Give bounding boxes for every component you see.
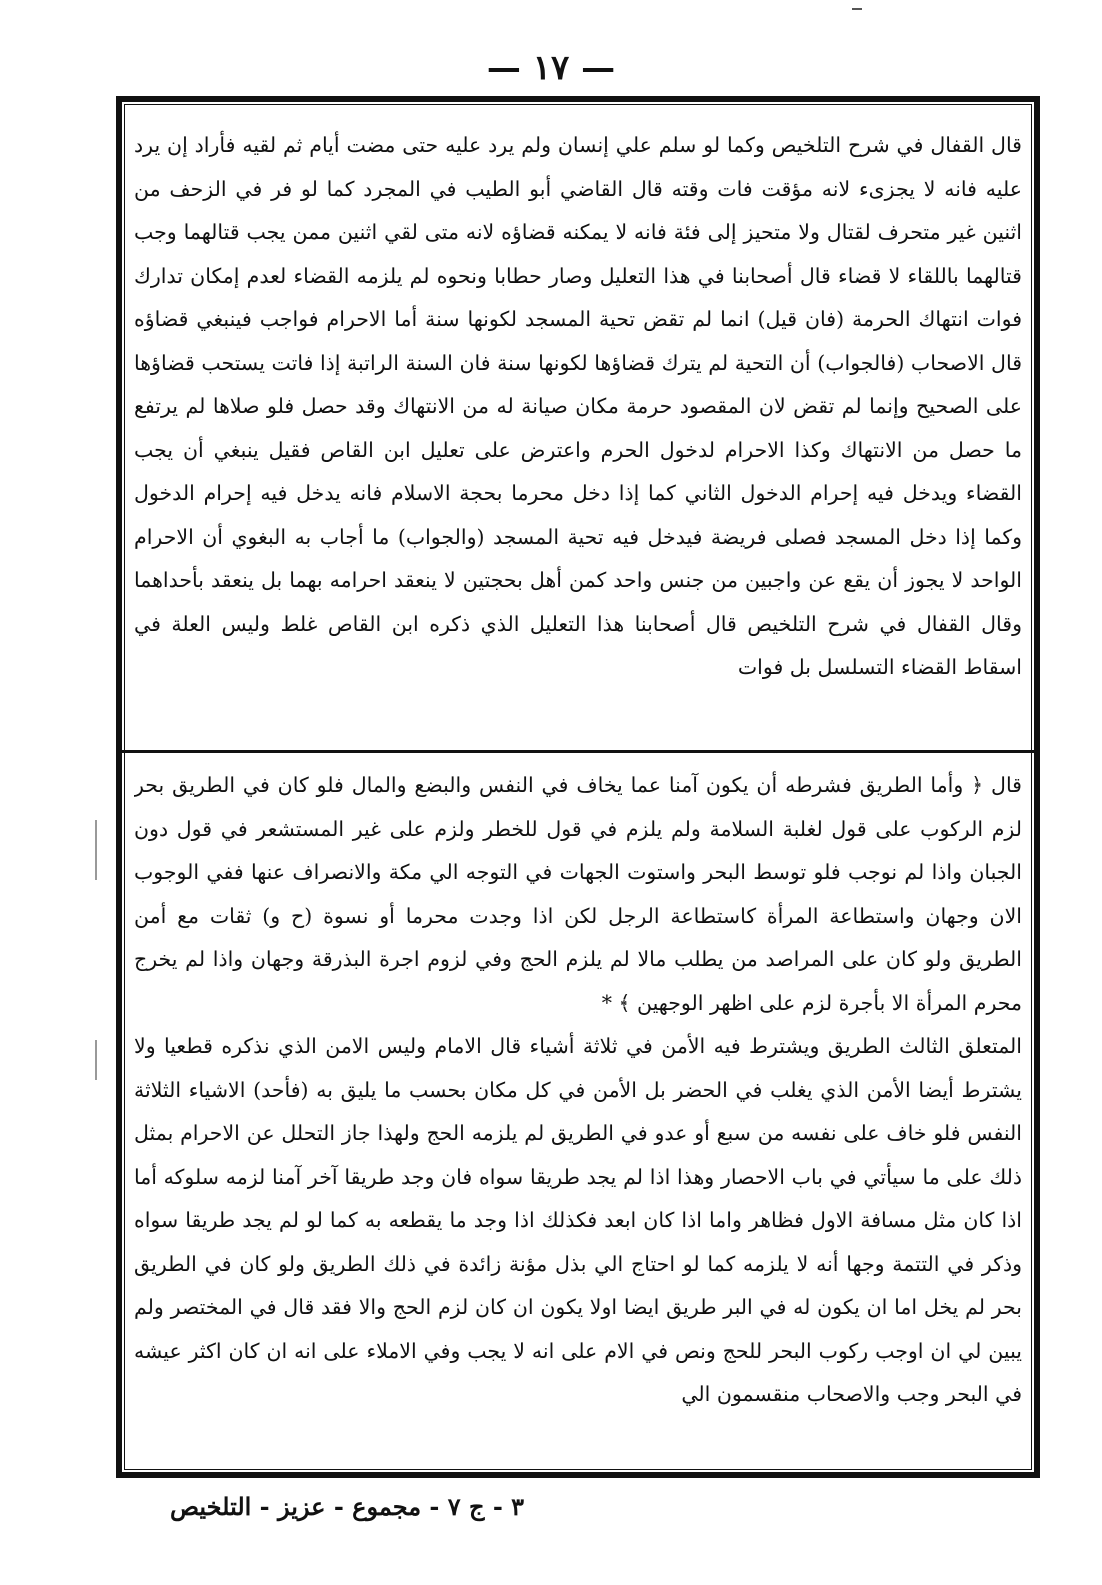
page-footer: ٣ - ج ٧ - مجموع - عزيز - التلخيص bbox=[170, 1492, 525, 1521]
main-text-block bbox=[134, 764, 1022, 1458]
margin-mark bbox=[95, 1040, 97, 1080]
commentary-block bbox=[134, 124, 1022, 736]
page-number: — ١٧ — bbox=[486, 48, 616, 88]
margin-mark bbox=[95, 820, 97, 880]
main-paragraph: قال ﴿ وأما الطريق فشرطه أن يكون آمنا عما يخاف في النفس والبضع والمال فلو كان في الطريق بحر لزم الركوب على قول لغلبة السلامة ولم يلزم في قول للخطر ولزم على غير المستشعر في قول دون الجبان واذا لم نوجب فلو توسط البحر واستوت الجهات في التوجه الي مكة والانصراف عنها ففي الوجوب الان وجهان واستطاعة المرأة كاستطاعة الرجل لكن اذا وجدت محرما أو نسوة (ح و) ثقات مع أمن الطريق ولو كان على المراصد من يطلب مالا لم يلزم الحج وفي لزوم اجرة البذرقة وجهان واذا لم يخرج محرم المرأة الا بأجرة لزم على اظهر الوجهين ﴾ * bbox=[134, 773, 1022, 1015]
page-frame bbox=[116, 96, 1040, 1478]
main-paragraph: المتعلق الثالث الطريق ويشترط فيه الأمن في ثلاثة أشياء قال الامام وليس الامن الذي نذكره قطعيا ولا يشترط أيضا الأمن الذي يغلب في الحضر بل الأمن في كل مكان بحسب ما يليق به (فأحد) الاشياء الثلاثة النفس فلو خاف على نفسه من سبع أو عدو في الطريق لم يلزمه الحج ولهذا جاز التحلل عن الاحرام بمثل ذلك على ما سيأتي في باب الاحصار وهذا اذا لم يجد طريقا سواه فان وجد طريقا آخر آمنا لزمه سلوكه أما اذا كان مثل مسافة الاول فظاهر واما اذا كان ابعد فكذلك اذا وجد ما يقطعه به كما لو لم يجد طريقا سواه وذكر في التتمة وجها أنه لا يلزمه كما لو احتاج الي بذل مؤنة زائدة في ذلك الطريق ولو كان في الطريق بحر لم يخل اما ان يكون له في البر طريق ايضا اولا يكون ان كان لزم الحج والا فقد قال في المختصر ولم يبين لي ان اوجب ركوب البحر للحج ونص في الام على انه لا يجب وفي الاملاء على انه ان كان اكثر عيشه في البحر وجب والاصحاب منقسمون الي bbox=[134, 1034, 1022, 1406]
section-divider bbox=[122, 750, 1034, 753]
commentary-text: قال القفال في شرح التلخيص وكما لو سلم علي إنسان ولم يرد عليه حتى مضت أيام ثم لقيه فأراد إن يرد عليه فانه لا يجزىء لانه مؤقت فات وقته قال القاضي أبو الطيب في المجرد كما لو فر في الزحف من اثنين غير متحرف لقتال ولا متحيز إلى فئة فانه لا يمكنه قضاؤه لانه متى لقي اثنين ممن يجب قتالهما وجب قتالهما باللقاء لا قضاء قال أصحابنا في هذا التعليل وصار حطابا ونحوه لم يلزمه القضاء لعدم إمكان تدارك فوات انتهاك الحرمة (فان قيل) انما لم تقض تحية المسجد لكونها سنة أما الاحرام فواجب فينبغي قضاؤه قال الاصحاب (فالجواب) أن التحية لم يترك قضاؤها لكونها سنة فان السنة الراتبة إذا فاتت يستحب قضاؤها على الصحيح وإنما لم تقض لان المقصود حرمة مكان صيانة له من الانتهاك وقد حصل فلو صلاها لم يرتفع ما حصل من الانتهاك وكذا الاحرام لدخول الحرم واعترض على تعليل ابن القاص فقيل ينبغي أن يجب القضاء ويدخل فيه إحرام الدخول الثاني كما إذا دخل محرما بحجة الاسلام فانه يدخل فيه إحرام الدخول وكما إذا دخل المسجد فصلى فريضة فيدخل فيه تحية المسجد (والجواب) ما أجاب به البغوي أن الاحرام الواحد لا يجوز أن يقع عن واجبين من جنس واحد كمن أهل بحجتين لا ينعقد احرامه بهما بل ينعقد بأحداهما وقال القفال في شرح التلخيص قال أصحابنا هذا التعليل الذي ذكره ابن القاص غلط وليس العلة في اسقاط القضاء التسلسل بل فوات bbox=[134, 133, 1022, 679]
scan-mark bbox=[852, 8, 862, 10]
